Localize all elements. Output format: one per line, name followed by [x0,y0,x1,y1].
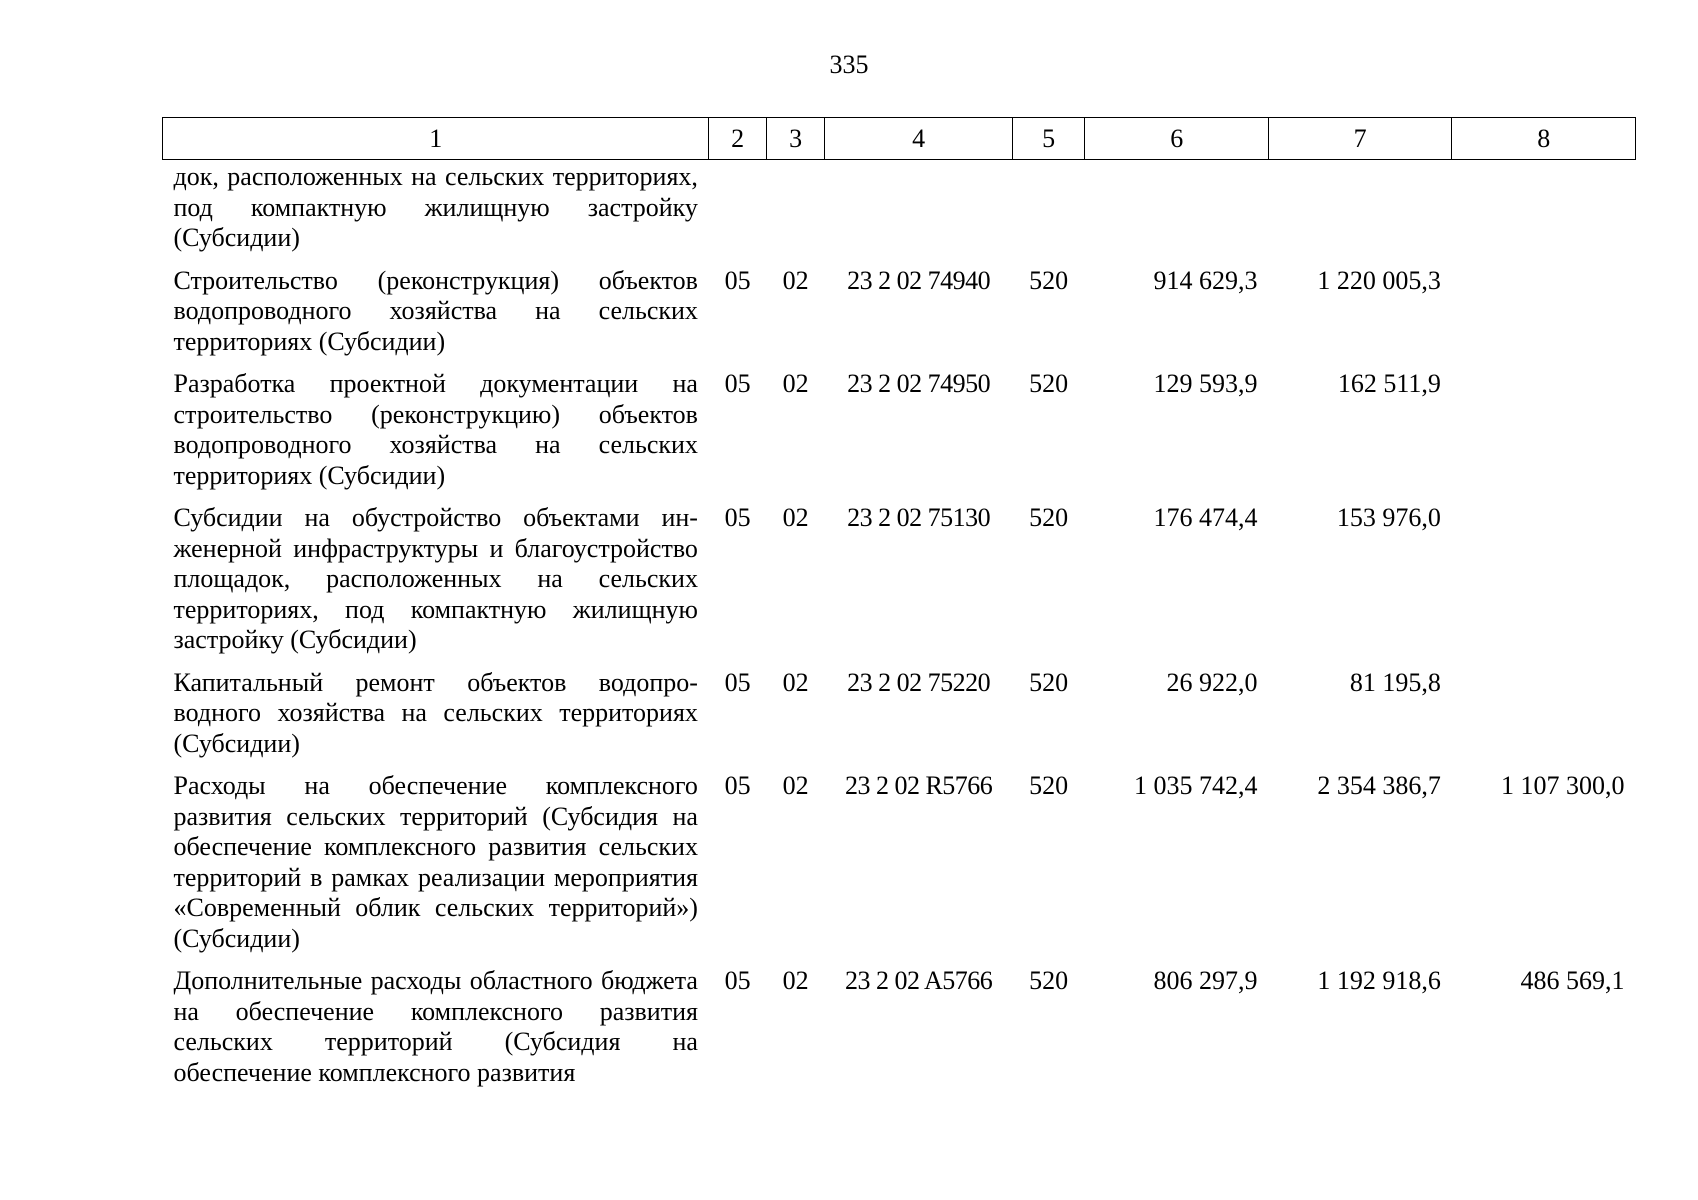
row-expense-type: 520 [1029,503,1069,532]
row-subsection: 02 [782,265,809,295]
row-amount-8 [1452,503,1636,668]
row-name: Дополнительные расходы областного бюджета на обеспечение комплексного развития сельских территорий (Субсидия на обеспечение комплексного развития [173,966,698,1087]
row-target-code: 23 2 02 75220 [847,667,991,697]
budget-table [162,117,1636,1100]
row-name: Строительство (реконструкция) объектов водопроводного хозяйства на сельских территориях (Субсидии) [173,265,698,356]
row-expense-type: 520 [1029,771,1069,800]
row-amount-8 [1452,369,1636,503]
row-expense-type [1012,160,1085,266]
row-amount-6: 806 297,9 [1153,966,1258,995]
row-amount-8: 486 569,1 [1520,966,1625,995]
row-amount-7: 2 354 386,7 [1317,771,1441,800]
column-header-8: 8 [1452,118,1636,160]
row-expense-type: 520 [1029,265,1069,295]
row-section: 05 [724,771,751,800]
row-section: 05 [724,265,751,295]
column-header-5: 5 [1012,118,1085,160]
column-header-7: 7 [1268,118,1451,160]
row-name: Капитальный ремонт объектов водопроводного хозяйства на сельских территориях (Субсидии) [173,667,698,758]
table-row [163,771,1636,966]
row-section: 05 [724,503,751,532]
table-row [163,668,1636,772]
row-subsection [766,160,824,266]
row-amount-6: 26 922,0 [1166,667,1258,697]
row-target-code: 23 2 02 75130 [847,503,991,532]
table-row [163,966,1636,1100]
row-section: 05 [724,966,751,995]
row-subsection: 02 [782,966,809,995]
table-row [163,266,1636,370]
page-number: 335 [829,50,869,79]
row-target-code: 23 2 02 74950 [847,369,991,398]
column-header-6: 6 [1085,118,1268,160]
column-number-header [163,118,1636,160]
row-expense-type: 520 [1029,966,1069,995]
row-name: док, расположенных на сельских территориях, под компактную жилищную застройку (Субсидии) [173,162,698,252]
row-amount-8 [1452,160,1636,266]
row-name: Субсидии на обустройство объектами инженерной инфраструктуры и благоустройство площадок, расположенных на сельских территориях, под компактную жилищную застройку (Субсидии) [173,503,698,654]
row-target-code: 23 2 02 74940 [847,265,991,295]
row-section: 05 [724,369,751,398]
row-target-code: 23 2 02 R5766 [844,771,993,800]
column-header-2: 2 [709,118,766,160]
row-subsection: 02 [782,369,809,398]
row-amount-7: 1 192 918,6 [1317,966,1441,995]
column-header-3: 3 [766,118,824,160]
row-section: 05 [724,667,751,697]
row-section [709,160,766,266]
row-amount-8: 1 107 300,0 [1501,771,1625,800]
row-amount-6 [1085,160,1268,266]
table-row [163,369,1636,503]
row-amount-8 [1452,668,1636,772]
row-name: Расходы на обеспечение комплексного развития сельских территорий (Субсидия на обеспечение комплексного развития сельских территорий в рамках реализации мероприятия «Современный облик сельских территорий») (Субсидии) [173,771,698,953]
row-amount-8 [1452,266,1636,370]
column-header-4: 4 [825,118,1013,160]
table-row [163,160,1636,266]
row-amount-7: 1 220 005,3 [1317,265,1441,295]
row-amount-6: 129 593,9 [1153,369,1258,398]
row-amount-7: 153 976,0 [1336,503,1441,532]
row-amount-7 [1268,160,1451,266]
row-expense-type: 520 [1029,667,1069,697]
row-target-code [825,160,1013,266]
column-header-1: 1 [163,118,709,160]
row-amount-7: 81 195,8 [1349,667,1441,697]
row-amount-6: 914 629,3 [1153,265,1258,295]
table-row [163,503,1636,668]
row-subsection: 02 [782,503,809,532]
row-target-code: 23 2 02 A5766 [844,966,993,995]
row-name: Разработка проектной документации на строительство (реконструкцию) объектов водопроводного хозяйства на сельских территориях (Субсидии) [173,369,698,490]
row-expense-type: 520 [1029,369,1069,398]
row-subsection: 02 [782,667,809,697]
row-subsection: 02 [782,771,809,800]
row-amount-6: 176 474,4 [1153,503,1258,532]
row-amount-6: 1 035 742,4 [1133,771,1258,800]
row-amount-7: 162 511,9 [1337,369,1441,398]
